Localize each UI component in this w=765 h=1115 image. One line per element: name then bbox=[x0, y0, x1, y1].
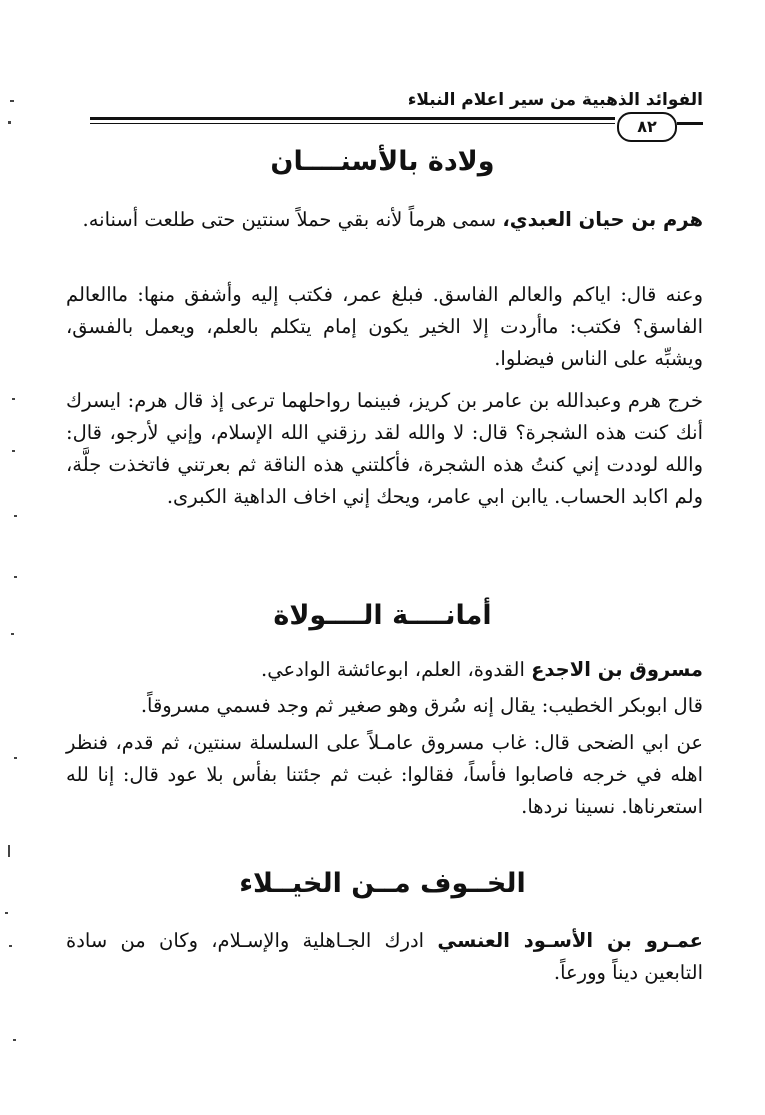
section-heading: أمانــــة الــــولاة bbox=[273, 600, 492, 631]
scan-speck bbox=[12, 450, 15, 452]
page-number: ٨٢ bbox=[617, 112, 677, 142]
paragraph-text: القدوة، العلم، ابوعائشة الوادعي. bbox=[261, 658, 532, 681]
paragraph bbox=[66, 204, 703, 236]
paragraph bbox=[66, 925, 703, 989]
paragraph bbox=[66, 385, 703, 513]
header-rule-thick bbox=[90, 117, 615, 120]
paragraph bbox=[66, 690, 703, 722]
paragraph-bold-name: عمـرو بن الأسـود العنسي bbox=[437, 929, 703, 952]
paragraph bbox=[66, 654, 703, 686]
scan-speck bbox=[8, 121, 11, 124]
scan-speck bbox=[14, 515, 17, 517]
scan-speck bbox=[13, 1039, 16, 1041]
scan-speck bbox=[14, 576, 17, 578]
paragraph-text: عن ابي الضحى قال: غاب مسروق عامـلاً على السلسلة سنتين، ثم قدم، فنظر اهله في خرجه فاصابوا فأساً، فقالوا: غبت ثم جئتنا بفأس بلا عود قال: إنا لله استعرناها. نسينا نردها. bbox=[66, 731, 703, 818]
header-rule-thin bbox=[90, 123, 615, 124]
running-header-title: الفوائد الذهبية من سير اعلام النبلاء bbox=[407, 90, 703, 110]
paragraph-text: وعنه قال: اياكم والعالم الفاسق. فبلغ عمر، فكتب إليه وأشفق منها: ماالعالم الفاسق؟ فكتب: ماأردت إلا الخير يكون إمام يتكلم بالعلم، ويعمل بالفسق، ويشبِّه على الناس فيضلوا. bbox=[66, 283, 703, 370]
scan-speck bbox=[12, 398, 15, 400]
paragraph bbox=[66, 727, 703, 823]
section-heading: الخــوف مــن الخيــلاء bbox=[239, 868, 526, 899]
scan-speck bbox=[9, 945, 12, 947]
paragraph-text: سمى هرماً لأنه بقي حملاً سنتين حتى طلعت أسنانه. bbox=[82, 208, 503, 231]
paragraph bbox=[66, 279, 703, 375]
paragraph-text: خرج هرم وعبدالله بن عامر بن كريز، فبينما رواحلهما ترعى إذ قال هرم: ايسرك أنك كنت هذه الشجرة؟ قال: لا والله لقد رزقني الله الإسلام، وإني لأرجو، قال: والله لوددت إني كنتُ هذه الشجرة، فأكلتني هذه الناقة ثم بعرتني فاتخذت جلَّة، ولم اكابد الحساب. ياابن ابي عامر، ويحك إني اخاف الداهية الكبرى. bbox=[66, 389, 703, 508]
header-rule-right bbox=[677, 122, 703, 125]
paragraph-text: ادرك الجـاهلية والإسـلام، وكان من سادة التابعين ديناً وورعاً. bbox=[66, 929, 703, 984]
section-heading: ولادة بالأسنــــان bbox=[270, 146, 495, 177]
paragraph-text: قال ابوبكر الخطيب: يقال إنه سُرق وهو صغير ثم وجد فسمي مسروقاً. bbox=[140, 694, 703, 717]
scan-speck bbox=[14, 757, 17, 759]
scan-speck bbox=[8, 845, 10, 857]
scan-speck bbox=[11, 633, 14, 635]
scan-speck bbox=[5, 912, 8, 914]
paragraph-bold-name: مسروق بن الاجدع bbox=[531, 658, 703, 681]
paragraph-bold-name: هرم بن حيان العبدي، bbox=[502, 208, 703, 231]
scan-speck bbox=[10, 100, 14, 102]
